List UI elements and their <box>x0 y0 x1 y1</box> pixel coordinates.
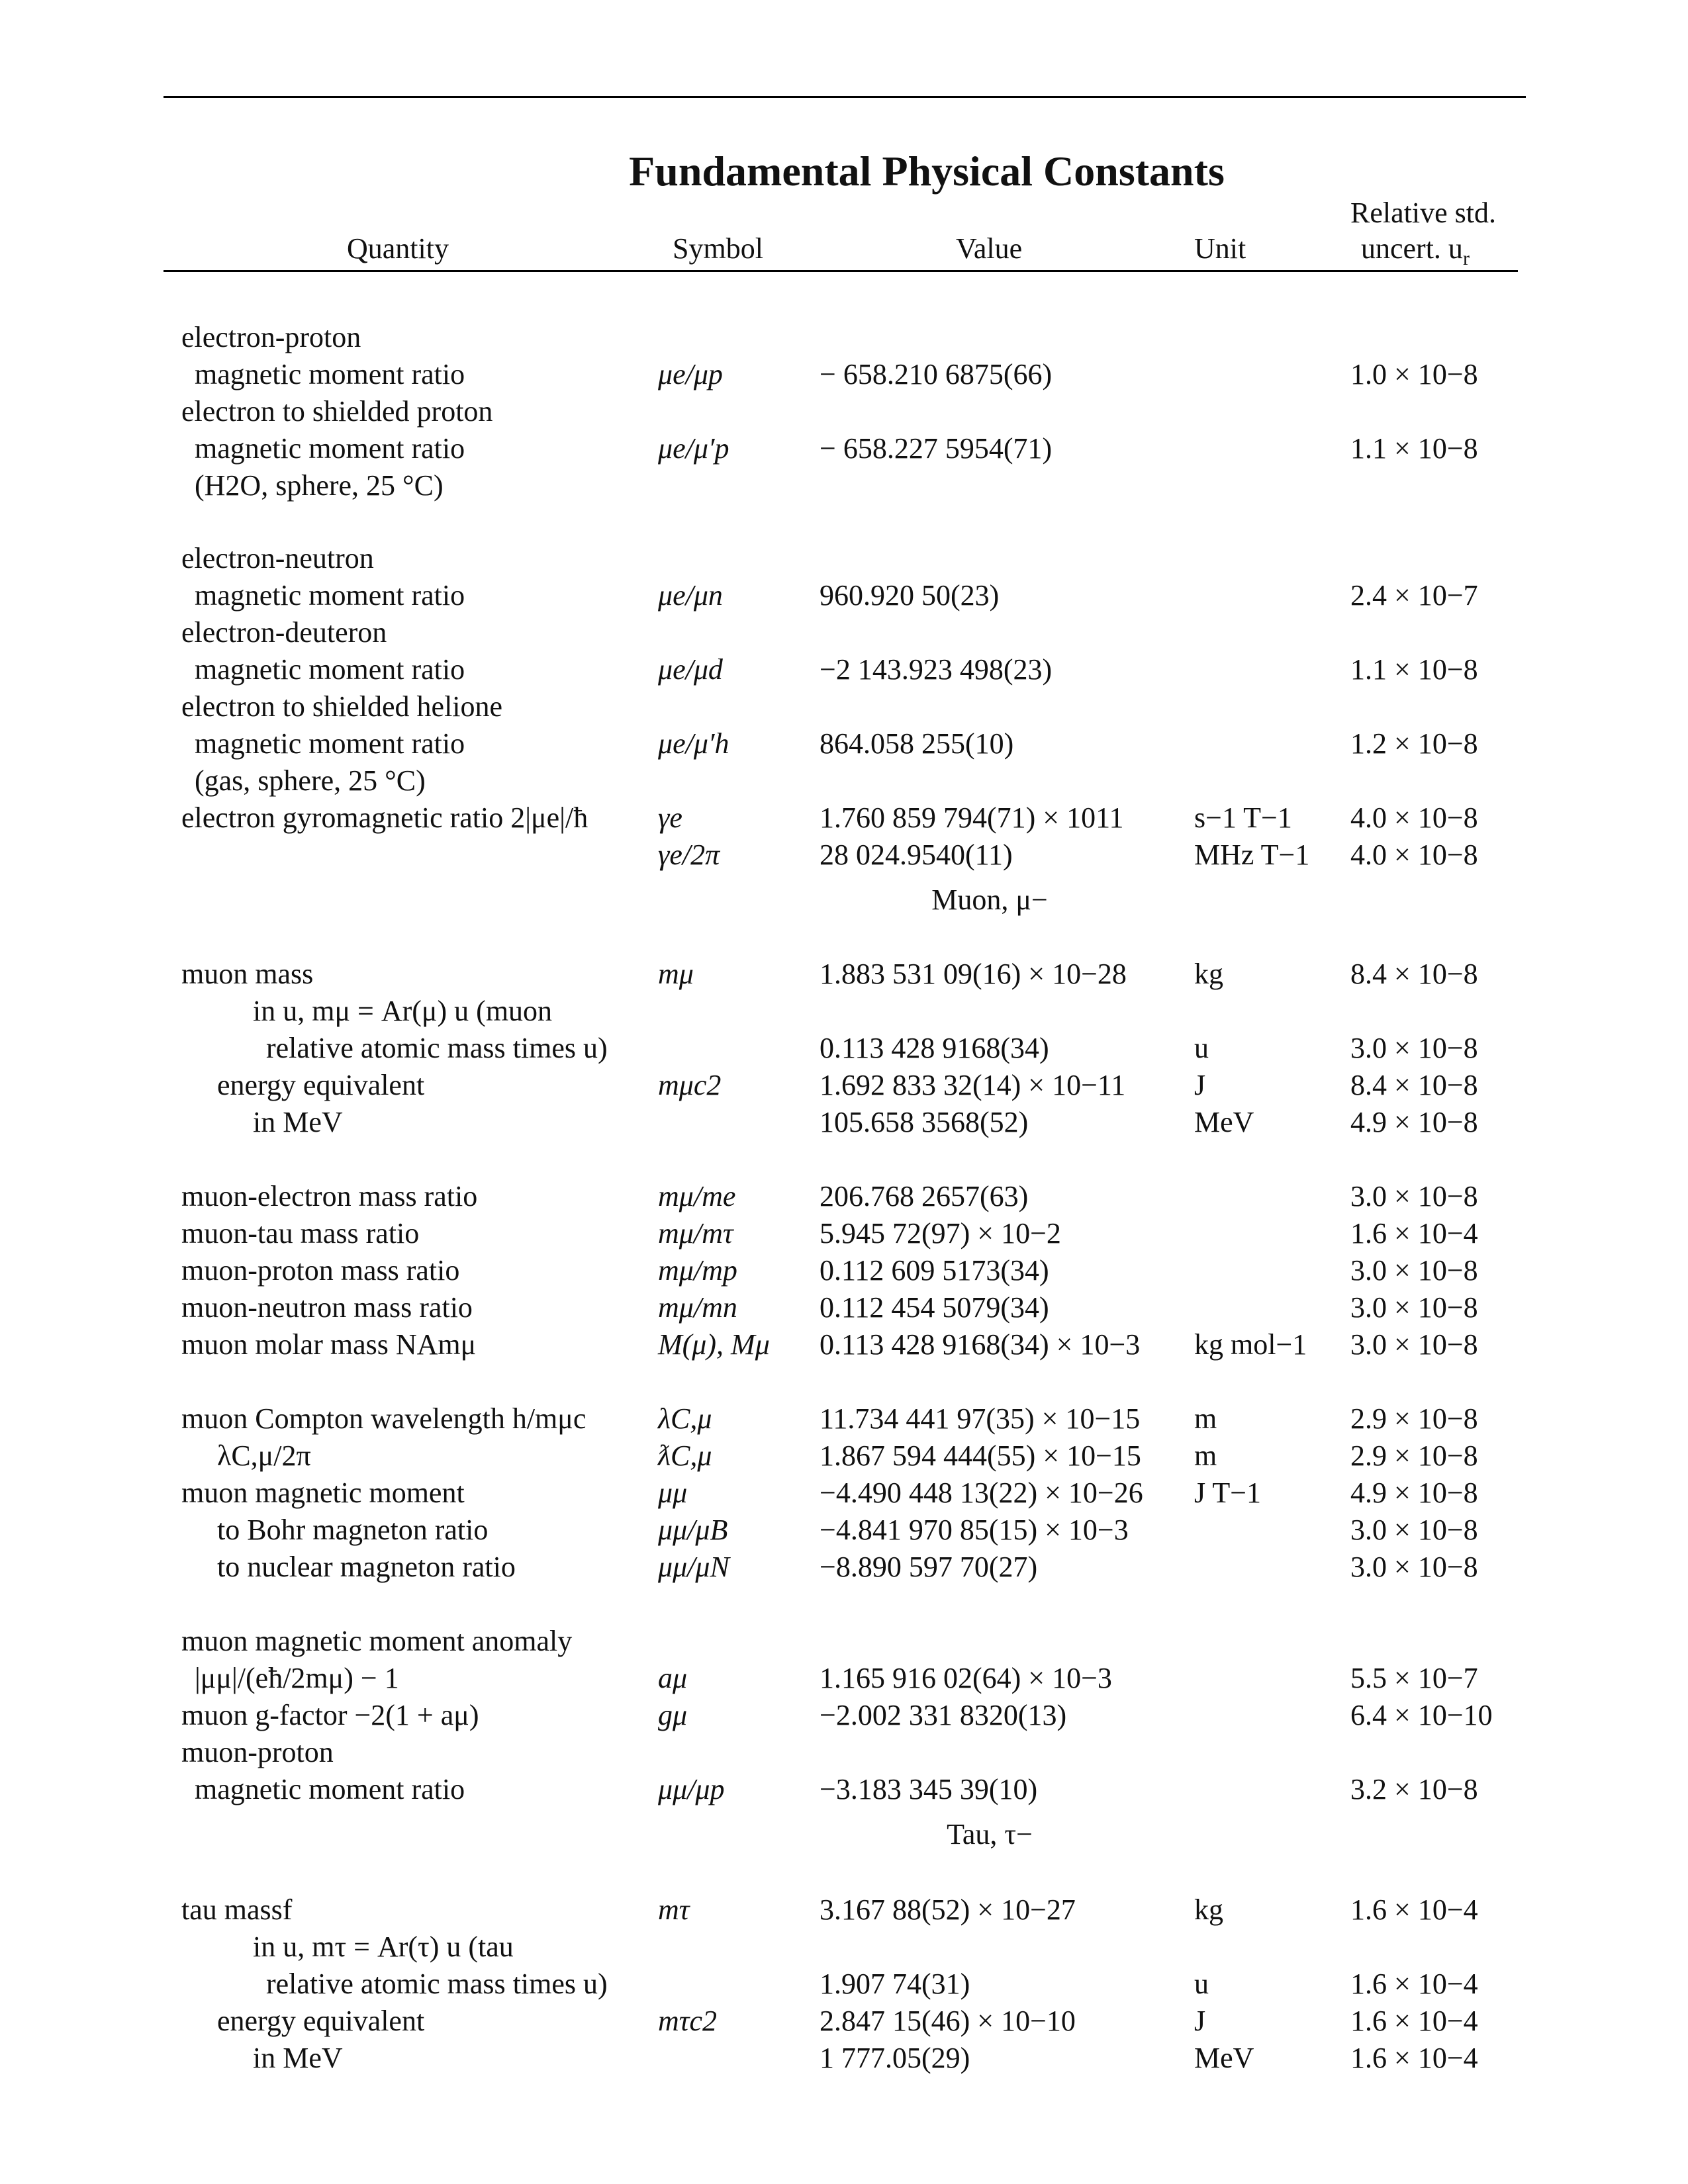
value-cell: 11.734 441 97(35) × 10−15 <box>820 1402 1141 1435</box>
quantity-cell: in u, mμ = Ar(μ) u (muon <box>253 995 553 1027</box>
uncert-cell: 3.0 × 10−8 <box>1350 1514 1478 1546</box>
quantity-cell: in u, mτ = Ar(τ) u (tau <box>253 1931 514 1963</box>
table-row <box>0 432 1688 469</box>
table-row <box>0 957 1688 994</box>
unit-cell: u <box>1194 1968 1209 2000</box>
uncert-cell: 4.9 × 10−8 <box>1350 1106 1478 1138</box>
uncert-cell: 1.0 × 10−8 <box>1350 358 1478 390</box>
uncert-cell: 1.2 × 10−8 <box>1350 727 1478 760</box>
quantity-cell: tau massf <box>181 1893 293 1926</box>
symbol-cell: mμ/mp <box>658 1254 737 1287</box>
quantity-cell: relative atomic mass times u) <box>266 1032 608 1064</box>
quantity-cell: magnetic moment ratio <box>195 579 465 612</box>
uncert-cell: 6.4 × 10−10 <box>1350 1699 1493 1731</box>
symbol-cell: mμ/mn <box>658 1291 737 1324</box>
value-cell: 1.907 74(31) <box>820 1968 970 2000</box>
quantity-cell: electron to shielded helione <box>181 690 503 723</box>
uncert-cell: 2.9 × 10−8 <box>1350 1439 1478 1472</box>
uncert-cell: 3.0 × 10−8 <box>1350 1254 1478 1287</box>
value-cell: −4.841 970 85(15) × 10−3 <box>820 1514 1129 1546</box>
uncert-cell: 1.6 × 10−4 <box>1350 2042 1478 2074</box>
uncert-cell: 3.0 × 10−8 <box>1350 1291 1478 1324</box>
table-row <box>0 1216 1688 1253</box>
uncert-cell: 2.9 × 10−8 <box>1350 1402 1478 1435</box>
uncert-cell: 2.4 × 10−7 <box>1350 579 1478 612</box>
unit-cell: MeV <box>1194 2042 1254 2074</box>
quantity-cell: (H2O, sphere, 25 °C) <box>195 469 444 502</box>
table-row <box>0 1068 1688 1105</box>
value-cell: 1.165 916 02(64) × 10−3 <box>820 1662 1112 1694</box>
quantity-cell: to Bohr magneton ratio <box>217 1514 489 1546</box>
unit-cell: m <box>1194 1439 1217 1472</box>
table-row <box>0 653 1688 690</box>
value-cell: 1 777.05(29) <box>820 2042 970 2074</box>
symbol-cell: μμ/μN <box>658 1551 729 1583</box>
unit-cell: MeV <box>1194 1106 1254 1138</box>
unit-cell: MHz T−1 <box>1194 839 1310 871</box>
table-row <box>0 1439 1688 1476</box>
symbol-cell: M(μ), Mμ <box>658 1328 770 1361</box>
unit-cell: kg <box>1194 1893 1223 1926</box>
header-unit: Unit <box>1194 232 1246 265</box>
uncert-cell: 1.6 × 10−4 <box>1350 1217 1478 1250</box>
page-title: Fundamental Physical Constants <box>629 148 1225 195</box>
unit-cell: u <box>1194 1032 1209 1064</box>
table-row <box>0 1253 1688 1291</box>
symbol-cell: μe/μp <box>658 358 723 390</box>
header-symbol: Symbol <box>673 232 763 265</box>
quantity-cell: in MeV <box>253 1106 343 1138</box>
table-row <box>0 801 1688 838</box>
symbol-cell: μe/μ′p <box>658 432 729 465</box>
table-row <box>0 1661 1688 1698</box>
table-row <box>0 320 1688 357</box>
symbol-cell: μe/μn <box>658 579 723 612</box>
quantity-cell: magnetic moment ratio <box>195 727 465 760</box>
uncert-cell: 3.0 × 10−8 <box>1350 1328 1478 1361</box>
value-cell: 5.945 72(97) × 10−2 <box>820 1217 1061 1250</box>
table-row <box>0 1402 1688 1439</box>
uncert-cell: 8.4 × 10−8 <box>1350 958 1478 990</box>
table-row <box>0 2004 1688 2041</box>
quantity-cell: magnetic moment ratio <box>195 432 465 465</box>
quantity-cell: muon-electron mass ratio <box>181 1180 478 1212</box>
symbol-cell: gμ <box>658 1699 688 1731</box>
table-row <box>0 1772 1688 1809</box>
value-cell: 0.113 428 9168(34) <box>820 1032 1049 1064</box>
value-cell: 1.760 859 794(71) × 1011 <box>820 801 1124 834</box>
quantity-cell: energy equivalent <box>217 2005 425 2037</box>
quantity-cell: magnetic moment ratio <box>195 653 465 686</box>
unit-cell: J <box>1194 1069 1206 1101</box>
table-row <box>0 1476 1688 1513</box>
unit-cell: s−1 T−1 <box>1194 801 1292 834</box>
quantity-cell: relative atomic mass times u) <box>266 1968 608 2000</box>
quantity-cell: λC,μ/2π <box>217 1439 311 1472</box>
unit-cell: J <box>1194 2005 1206 2037</box>
uncert-cell: 3.2 × 10−8 <box>1350 1773 1478 1805</box>
value-cell: −4.490 448 13(22) × 10−26 <box>820 1477 1143 1509</box>
table-row <box>0 1328 1688 1365</box>
value-cell: −2.002 331 8320(13) <box>820 1699 1067 1731</box>
quantity-cell: muon-proton <box>181 1736 334 1768</box>
quantity-cell: muon mass <box>181 958 314 990</box>
uncert-cell: 1.1 × 10−8 <box>1350 432 1478 465</box>
quantity-cell: energy equivalent <box>217 1069 425 1101</box>
value-cell: 0.112 609 5173(34) <box>820 1254 1049 1287</box>
uncert-cell: 3.0 × 10−8 <box>1350 1032 1478 1064</box>
value-cell: 2.847 15(46) × 10−10 <box>820 2005 1076 2037</box>
quantity-cell: electron-proton <box>181 321 361 353</box>
table-row <box>0 1513 1688 1550</box>
header-value: Value <box>956 232 1023 265</box>
table-row <box>0 2041 1688 2078</box>
uncert-cell: 3.0 × 10−8 <box>1350 1180 1478 1212</box>
value-cell: 1.867 594 444(55) × 10−15 <box>820 1439 1141 1472</box>
unit-cell: J T−1 <box>1194 1477 1262 1509</box>
uncert-cell: 4.0 × 10−8 <box>1350 801 1478 834</box>
symbol-cell: ƛC,μ <box>658 1439 712 1472</box>
symbol-cell: μμ <box>658 1477 688 1509</box>
table-row <box>0 727 1688 764</box>
value-cell: −3.183 345 39(10) <box>820 1773 1038 1805</box>
unit-cell: m <box>1194 1402 1217 1435</box>
symbol-cell: μμ/μB <box>658 1514 728 1546</box>
value-cell: 3.167 88(52) × 10−27 <box>820 1893 1076 1926</box>
uncert-cell: 8.4 × 10−8 <box>1350 1069 1478 1101</box>
quantity-cell: muon Compton wavelength h/mμc <box>181 1402 586 1435</box>
table-row <box>0 1698 1688 1735</box>
quantity-cell: |μμ|/(eħ/2mμ) − 1 <box>195 1662 399 1694</box>
table-row <box>0 838 1688 875</box>
symbol-cell: mτc2 <box>658 2005 718 2037</box>
value-cell: 960.920 50(23) <box>820 579 1000 612</box>
table-row <box>0 1105 1688 1142</box>
quantity-cell: muon magnetic moment <box>181 1477 465 1509</box>
quantity-cell: muon-tau mass ratio <box>181 1217 420 1250</box>
table-row <box>0 764 1688 801</box>
unit-cell: kg mol−1 <box>1194 1328 1307 1361</box>
value-cell: −8.890 597 70(27) <box>820 1551 1038 1583</box>
table-row <box>0 1735 1688 1772</box>
table-row <box>0 1031 1688 1068</box>
value-cell: 206.768 2657(63) <box>820 1180 1029 1212</box>
value-cell: 1.883 531 09(16) × 10−28 <box>820 958 1127 990</box>
table-row <box>0 394 1688 432</box>
uncert-cell: 3.0 × 10−8 <box>1350 1551 1478 1583</box>
uncert-cell: 1.6 × 10−4 <box>1350 2005 1478 2037</box>
value-cell: − 658.227 5954(71) <box>820 432 1053 465</box>
table-row <box>0 994 1688 1031</box>
value-cell: 0.113 428 9168(34) × 10−3 <box>820 1328 1141 1361</box>
value-cell: 1.692 833 32(14) × 10−11 <box>820 1069 1126 1101</box>
uncert-cell: 4.0 × 10−8 <box>1350 839 1478 871</box>
quantity-cell: muon g-factor −2(1 + aμ) <box>181 1699 479 1731</box>
symbol-cell: mτ <box>658 1893 690 1926</box>
unit-cell: kg <box>1194 958 1223 990</box>
symbol-cell: γe <box>658 801 682 834</box>
quantity-cell: electron to shielded proton <box>181 395 493 428</box>
symbol-cell: mμ/mτ <box>658 1217 733 1250</box>
table-row <box>0 1179 1688 1216</box>
quantity-cell: in MeV <box>253 2042 343 2074</box>
quantity-cell: electron-neutron <box>181 542 374 574</box>
table-row <box>0 1291 1688 1328</box>
header-uncert-line1: Relative std. <box>1350 197 1496 229</box>
top-rule <box>164 96 1526 98</box>
symbol-cell: mμc2 <box>658 1069 722 1101</box>
quantity-cell: electron gyromagnetic ratio 2|μe|/ħ <box>181 801 588 834</box>
table-row <box>0 1930 1688 1967</box>
value-cell: 0.112 454 5079(34) <box>820 1291 1049 1324</box>
section-heading-muon: Muon, μ− <box>931 884 1048 916</box>
header-rule <box>164 270 1518 272</box>
symbol-cell: mμ/me <box>658 1180 736 1212</box>
uncert-cell: 1.6 × 10−4 <box>1350 1968 1478 2000</box>
table-row <box>0 1893 1688 1930</box>
symbol-cell: mμ <box>658 958 694 990</box>
quantity-cell: magnetic moment ratio <box>195 358 465 390</box>
table-row <box>0 690 1688 727</box>
table-row <box>0 357 1688 394</box>
header-uncert-line2: uncert. $u_r$ <box>1361 232 1470 269</box>
quantity-cell: muon molar mass NAmμ <box>181 1328 477 1361</box>
table-row <box>0 615 1688 653</box>
quantity-cell: muon magnetic moment anomaly <box>181 1625 573 1657</box>
section-heading-tau: Tau, τ− <box>947 1818 1033 1850</box>
table-row <box>0 1624 1688 1661</box>
value-cell: −2 143.923 498(23) <box>820 653 1053 686</box>
header-quantity: Quantity <box>347 232 449 265</box>
symbol-cell: μe/μd <box>658 653 723 686</box>
symbol-cell: aμ <box>658 1662 688 1694</box>
quantity-cell: magnetic moment ratio <box>195 1773 465 1805</box>
symbol-cell: γe/2π <box>658 839 720 871</box>
symbol-cell: μe/μ′h <box>658 727 729 760</box>
quantity-cell: (gas, sphere, 25 °C) <box>195 764 426 797</box>
uncert-cell: 4.9 × 10−8 <box>1350 1477 1478 1509</box>
value-cell: 28 024.9540(11) <box>820 839 1013 871</box>
quantity-cell: to nuclear magneton ratio <box>217 1551 516 1583</box>
table-row <box>0 578 1688 615</box>
table-row <box>0 1967 1688 2004</box>
value-cell: − 658.210 6875(66) <box>820 358 1053 390</box>
quantity-cell: muon-neutron mass ratio <box>181 1291 473 1324</box>
uncert-cell: 1.6 × 10−4 <box>1350 1893 1478 1926</box>
value-cell: 105.658 3568(52) <box>820 1106 1029 1138</box>
uncert-cell: 5.5 × 10−7 <box>1350 1662 1478 1694</box>
value-cell: 864.058 255(10) <box>820 727 1014 760</box>
symbol-cell: μμ/μp <box>658 1773 725 1805</box>
symbol-cell: λC,μ <box>658 1402 712 1435</box>
quantity-cell: electron-deuteron <box>181 616 387 649</box>
quantity-cell: muon-proton mass ratio <box>181 1254 460 1287</box>
table-row <box>0 469 1688 506</box>
uncert-cell: 1.1 × 10−8 <box>1350 653 1478 686</box>
table-row <box>0 541 1688 578</box>
table-row <box>0 1550 1688 1587</box>
